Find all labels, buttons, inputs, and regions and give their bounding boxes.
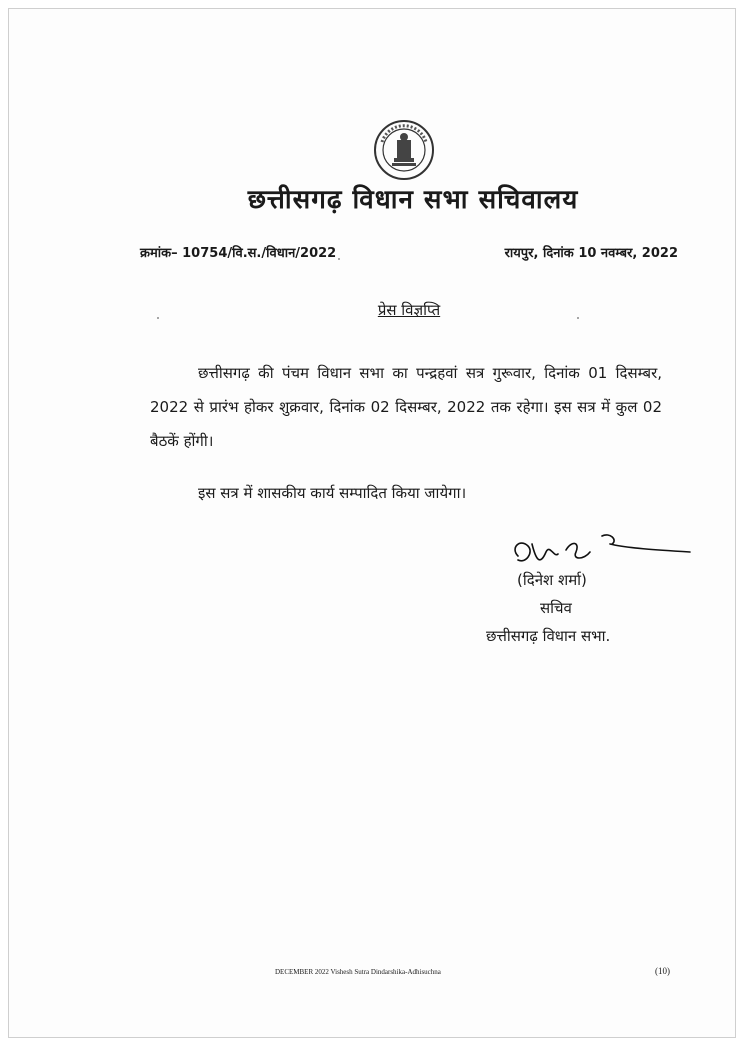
place-and-date: रायपुर, दिनांक 10 नवम्बर, 2022 xyxy=(504,246,678,261)
body-paragraph-2: इस सत्र में शासकीय कार्य सम्पादित किया जायेगा। xyxy=(198,484,467,502)
press-release-title: प्रेस विज्ञप्ति xyxy=(377,301,441,319)
scan-speck xyxy=(577,317,579,319)
emblem-seal-icon xyxy=(372,118,436,182)
scan-speck xyxy=(157,317,159,319)
footer-caption: DECEMBER 2022 Vishesh Sutra Dindarshika-Adhisuchna xyxy=(275,968,441,976)
signatory-name: (दिनेश शर्मा) xyxy=(517,571,587,589)
page-title: छत्तीसगढ़ विधान सभा सचिवालय xyxy=(247,185,579,215)
scan-speck xyxy=(338,258,340,260)
page-number: (10) xyxy=(655,966,670,976)
body-paragraph-1: छत्तीसगढ़ की पंचम विधान सभा का पन्द्रहवां सत्र गुरूवार, दिनांक 01 दिसम्बर, 2022 से प्रारंभ होकर शुक्रवार, दिनांक 02 दिसम्बर, 2022 तक रहेगा। इस सत्र में कुल 02 बैठकें होंगी। xyxy=(150,364,662,450)
reference-number: क्रमांक– 10754/वि.स./विधान/2022 xyxy=(140,246,337,261)
signatory-designation: सचिव xyxy=(540,599,572,617)
signatory-organization: छत्तीसगढ़ विधान सभा. xyxy=(486,627,611,645)
